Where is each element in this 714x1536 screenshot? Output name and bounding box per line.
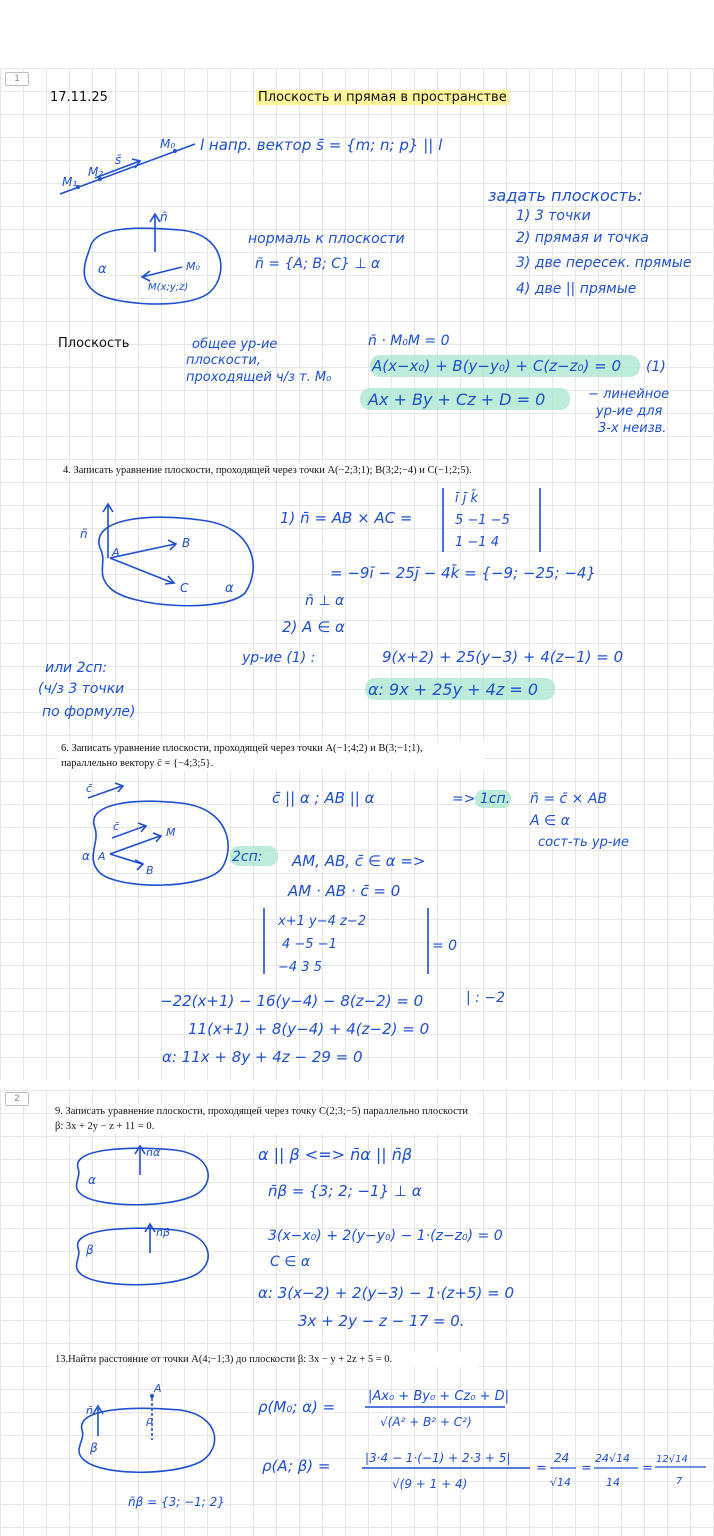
t4-det-row-2: 5 −1 −5	[455, 513, 510, 528]
t4-label-alpha: α	[225, 581, 234, 596]
label-m2: M₂	[88, 165, 104, 179]
define-item-2: 2) прямая и точка	[516, 230, 649, 246]
t6-answer: α: 11x + 8y + 4z − 29 = 0	[162, 1048, 363, 1066]
t13-label-beta: β	[90, 1441, 98, 1455]
equation-1-tag: (1)	[646, 359, 666, 375]
t6-det-row-3: −4 3 5	[278, 960, 322, 975]
task6-plane-shape	[93, 801, 228, 885]
label-m1: M₁	[62, 175, 78, 189]
t4-alt-1: или 2сп:	[45, 660, 108, 676]
t4-perp: n̄ ⊥ α	[305, 593, 345, 609]
t4-alt-2: (ч/з 3 точки	[38, 681, 125, 697]
general-eq-label-3: проходящей ч/з т. M₀	[186, 370, 332, 385]
t9-normal: n̄β = {3; 2; −1} ⊥ α	[268, 1182, 422, 1200]
t13-label-rho: ρ	[146, 1414, 153, 1427]
t4-label-n: n̄	[80, 527, 88, 541]
handwritten-notes-page-1	[0, 68, 714, 1080]
t9-parallel: α || β <=> n̄α || n̄β	[258, 1145, 413, 1164]
define-item-4: 4) две || прямые	[516, 281, 637, 297]
t6-mixed-product: AM · AB · c̄ = 0	[288, 882, 401, 900]
label-n-beta: n̄β	[156, 1226, 170, 1239]
define-item-1: 1) 3 точки	[516, 208, 591, 224]
linear-note-1: − линейное	[588, 387, 670, 402]
t6-system-2: A ∈ α	[530, 813, 570, 829]
t6-label-c-top: c̄	[86, 782, 93, 795]
t6-det-row-2: 4 −5 −1	[282, 937, 337, 952]
t9-answer: 3x + 2y − z − 17 = 0.	[298, 1312, 465, 1330]
t13-r1-num: 24	[554, 1451, 570, 1465]
notebook-page-1	[0, 68, 714, 1080]
t13-formula-numerator: |Ax₀ + By₀ + Cz₀ + D|	[368, 1389, 509, 1404]
plane-alpha-shape	[77, 1148, 209, 1204]
t13-formula-left: ρ(M₀; α) =	[258, 1398, 336, 1416]
t4-alt-3: по формуле)	[42, 704, 136, 720]
label-n-alpha: n̄α	[146, 1146, 161, 1159]
t9-equation: 3(x−x₀) + 2(y−y₀) − 1·(z−z₀) = 0	[268, 1228, 503, 1244]
t13-equals-1: =	[536, 1461, 547, 1476]
t13-r2-num: 24√14	[595, 1452, 631, 1465]
line-label: l напр. вектор s̄ = {m; n; p} || l	[200, 136, 443, 154]
t6-method-1: => 1сп.	[452, 791, 511, 807]
t4-det-row-3: 1 −1 4	[455, 535, 499, 550]
define-item-3: 3) две пересек. прямые	[516, 255, 692, 271]
t6-system-3: сост-ть ур-ие	[538, 835, 629, 850]
linear-note-3: 3-х неизв.	[598, 421, 667, 436]
plane-beta-shape	[77, 1228, 209, 1284]
handwritten-notes-page-2	[0, 1090, 714, 1536]
t4-label-b: B	[182, 536, 191, 550]
section-heading-plane: Плоскость	[58, 336, 130, 351]
t13-formula-denominator: √(A² + B² + C²)	[380, 1415, 472, 1429]
normal-label: нормаль к плоскости	[248, 231, 405, 247]
general-eq-label-2: плоскости,	[186, 353, 262, 368]
t6-expansion-2: 11(x+1) + 8(y−4) + 4(z−2) = 0	[188, 1020, 430, 1038]
t6-coplanar: AM, AB, c̄ ∈ α =>	[292, 852, 426, 870]
general-equation: Ax + By + Cz + D = 0	[368, 390, 546, 409]
t4-eq-label: ур-ие (1) :	[242, 650, 316, 666]
t6-label-a: A	[98, 850, 106, 863]
t13-calc-denominator: √(9 + 1 + 4)	[392, 1477, 468, 1491]
t13-calc-numerator: |3·4 − 1·(−1) + 2·3 + 5|	[365, 1451, 511, 1465]
t13-r3-den: 7	[676, 1476, 683, 1487]
t6-det-eq: = 0	[432, 938, 458, 954]
notebook-page-2	[0, 1090, 714, 1536]
t4-equation: 9(x+2) + 25(y−3) + 4(z−1) = 0	[382, 648, 624, 666]
t4-result: = −9ī − 25j̄ − 4k̄ = {−9; −25; −4}	[330, 564, 597, 582]
t13-r2-den: 14	[606, 1476, 620, 1489]
t9-substituted: α: 3(x−2) + 2(y−3) − 1·(z+5) = 0	[258, 1284, 515, 1302]
t4-cross-product: 1) n̄ = AB × AC =	[280, 509, 413, 527]
label-n: n̄	[160, 210, 168, 224]
label-s: s̄	[115, 153, 122, 167]
t6-label-m: M	[166, 826, 176, 839]
t13-equals-2: =	[581, 1461, 592, 1476]
t13-label-n: n̄	[86, 1404, 93, 1417]
t6-expansion-1: −22(x+1) − 16(y−4) − 8(z−2) = 0	[160, 992, 424, 1010]
t4-label-c: C	[180, 581, 189, 595]
dot-product-eq: n̄ · M₀M = 0	[368, 333, 450, 349]
t6-parallel: c̄ || α ; AB || α	[272, 789, 375, 807]
task-9-statement: 9. Записать уравнение плоскости, проходящей через точку C(2;3;−5) параллельно плоскости β: 3x + 2y − z + 11 = 0.	[52, 1104, 478, 1134]
task-6-statement: 6. Записать уравнение плоскости, проходящей через точки A(−1;4;2) и B(3;−1;1), параллельно вектору c̄ = {−4;3;5}.	[58, 741, 484, 771]
t4-answer: α: 9x + 25y + 4z = 0	[368, 680, 538, 699]
t6-divide: | : −2	[466, 990, 505, 1006]
task-4-statement: 4. Записать уравнение плоскости, проходящей через точки A(−2;3;1); B(3;2;−4) и C(−1;2;5).	[60, 463, 476, 478]
t6-label-b: B	[146, 864, 154, 877]
t9-point: C ∈ α	[270, 1254, 311, 1270]
label-alpha: α	[98, 262, 107, 277]
t6-label-alpha: α	[82, 849, 90, 863]
t6-label-c: c̄	[113, 820, 120, 833]
t13-n-beta: n̄β = {3; −1; 2}	[128, 1495, 225, 1509]
t4-det-row-1: ī j̄ k̄	[455, 491, 479, 506]
label-m0-plane: M₀	[186, 260, 200, 273]
task-13-statement: 13.Найти расстояние от точки A(4;−1;3) до плоскости β: 3x − y + 2z + 5 = 0.	[52, 1352, 478, 1367]
label-alpha: α	[88, 1173, 96, 1187]
t4-point: 2) A ∈ α	[282, 618, 345, 636]
lecture-date: 17.11.25	[50, 90, 108, 105]
t13-equals-3: =	[642, 1461, 653, 1476]
t6-method-2: 2сп:	[232, 849, 263, 865]
t13-r3-num: 12√14	[656, 1454, 688, 1465]
equation-1: A(x−x₀) + B(y−y₀) + C(z−z₀) = 0	[372, 357, 621, 375]
normal-vector: n̄ = {A; B; C} ⊥ α	[255, 256, 381, 272]
label-beta: β	[86, 1243, 94, 1257]
page-number: 1	[5, 72, 29, 86]
t13-r1-den: √14	[550, 1476, 572, 1489]
t13-calc-left: ρ(A; β) =	[262, 1457, 331, 1475]
t6-det-row-1: x+1 y−4 z−2	[278, 914, 366, 929]
linear-note-2: ур-ие для	[596, 404, 663, 419]
general-eq-label-1: общее ур-ие	[192, 337, 278, 352]
t13-label-a: A	[154, 1382, 162, 1395]
define-title: задать плоскость:	[488, 186, 643, 205]
t6-system-1: n̄ = c̄ × AB	[530, 791, 608, 807]
page-number: 2	[5, 1092, 29, 1106]
label-m0: M₀	[160, 137, 176, 151]
label-mxyz: M(x;y;z)	[148, 282, 189, 293]
lecture-title: Плоскость и прямая в пространстве	[258, 90, 507, 105]
t4-label-a: A	[112, 546, 120, 559]
